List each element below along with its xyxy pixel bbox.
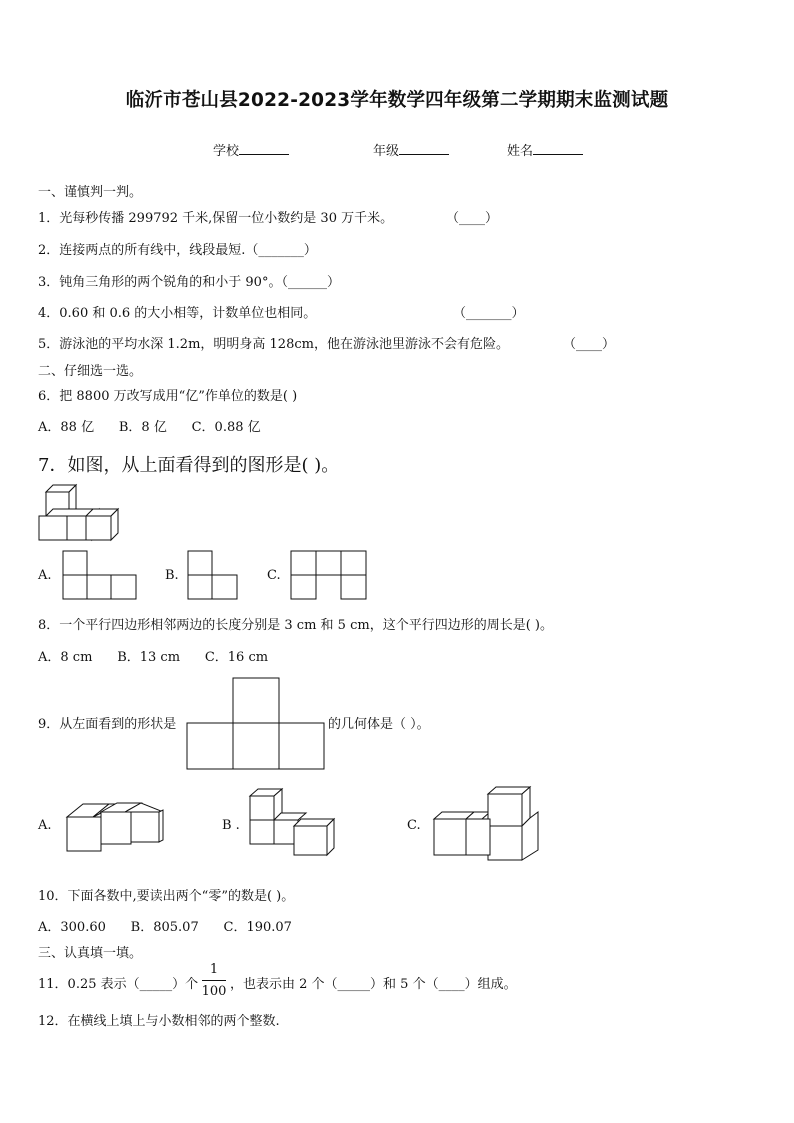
question-9-suffix: 的几何体是（ ）。 <box>328 717 430 732</box>
section-heading-3: 三、认真填一填。 <box>38 946 143 961</box>
question-6-options: A．88 亿 B．8 亿 C．0.88 亿 <box>38 420 261 435</box>
question-1-answer[interactable]: （____） <box>446 211 499 226</box>
question-8-options: A．8 cm B．13 cm C．16 cm <box>38 650 269 665</box>
q9-option-b-figure[interactable] <box>248 788 340 858</box>
q7-option-b-label[interactable]: B. <box>165 568 179 583</box>
grade-field <box>373 140 449 159</box>
q7-option-a-figure[interactable] <box>62 550 138 600</box>
q7-option-b-figure[interactable] <box>187 550 239 600</box>
section-heading-1: 一、谨慎判一判。 <box>38 185 143 200</box>
question-1: 1．光每秒传播 299792 千米,保留一位小数约是 30 万千米。 <box>38 211 394 226</box>
section-heading-2: 二、仔细选一选。 <box>38 364 143 379</box>
q9-option-c-figure[interactable] <box>432 784 544 862</box>
question-4: 4．0.60 和 0.6 的大小相等，计数单位也相同。 <box>38 306 317 321</box>
q9-left-view-figure <box>186 677 326 771</box>
school-blank[interactable] <box>239 141 289 155</box>
question-6: 6．把 8800 万改写成用“亿”作单位的数是( ) <box>38 389 298 404</box>
question-10: 10．下面各数中,要读出两个“零”的数是( )。 <box>38 889 295 904</box>
question-8: 8．一个平行四边形相邻两边的长度分别是 3 cm 和 5 cm，这个平行四边形的周长是( )。 <box>38 618 553 633</box>
question-7: 7．如图，从上面看得到的图形是( )。 <box>38 455 340 476</box>
grade-label: 年级 <box>373 144 400 159</box>
question-11-prefix: 11．0.25 表示（_____）个 <box>38 977 199 992</box>
question-5-answer[interactable]: （____） <box>563 337 616 352</box>
q7-option-c-label[interactable]: C. <box>267 568 281 583</box>
school-label: 学校 <box>213 144 240 159</box>
question-3: 3．钝角三角形的两个锐角的和小于 90°。（______） <box>38 275 340 290</box>
q11-fraction-bar <box>202 980 226 981</box>
q9-option-a-figure[interactable] <box>65 800 165 854</box>
q11-fraction-denominator: 100 <box>201 984 227 999</box>
question-4-answer[interactable]: （_______） <box>453 306 525 321</box>
grade-blank[interactable] <box>399 141 449 155</box>
q7-option-c-figure[interactable] <box>290 550 368 600</box>
name-field <box>507 140 583 159</box>
school-field <box>213 140 289 159</box>
question-2: 2．连接两点的所有线中，线段最短.（_______） <box>38 243 317 258</box>
name-label: 姓名 <box>507 144 534 159</box>
q9-option-c-label[interactable]: C. <box>407 818 421 833</box>
q7-option-a-label[interactable]: A. <box>38 568 52 583</box>
q7-cube-figure <box>38 484 128 542</box>
question-9-prefix: 9．从左面看到的形状是 <box>38 717 177 732</box>
q11-fraction-numerator: 1 <box>209 962 219 977</box>
question-12: 12．在横线上填上与小数相邻的两个整数. <box>38 1014 280 1029</box>
page-title: 临沂市苍山县2022-2023学年数学四年级第二学期期末监测试题 <box>125 90 669 111</box>
question-5: 5．游泳池的平均水深 1.2m，明明身高 128cm，他在游泳池里游泳不会有危险。 <box>38 337 509 352</box>
question-10-options: A．300.60 B．805.07 C．190.07 <box>38 920 292 935</box>
name-blank[interactable] <box>533 141 583 155</box>
question-11-suffix: ，也表示由 2 个（_____）和 5 个（____）组成。 <box>230 977 517 992</box>
q9-option-a-label[interactable]: A. <box>38 818 52 833</box>
q9-option-b-label[interactable]: B . <box>222 818 240 833</box>
